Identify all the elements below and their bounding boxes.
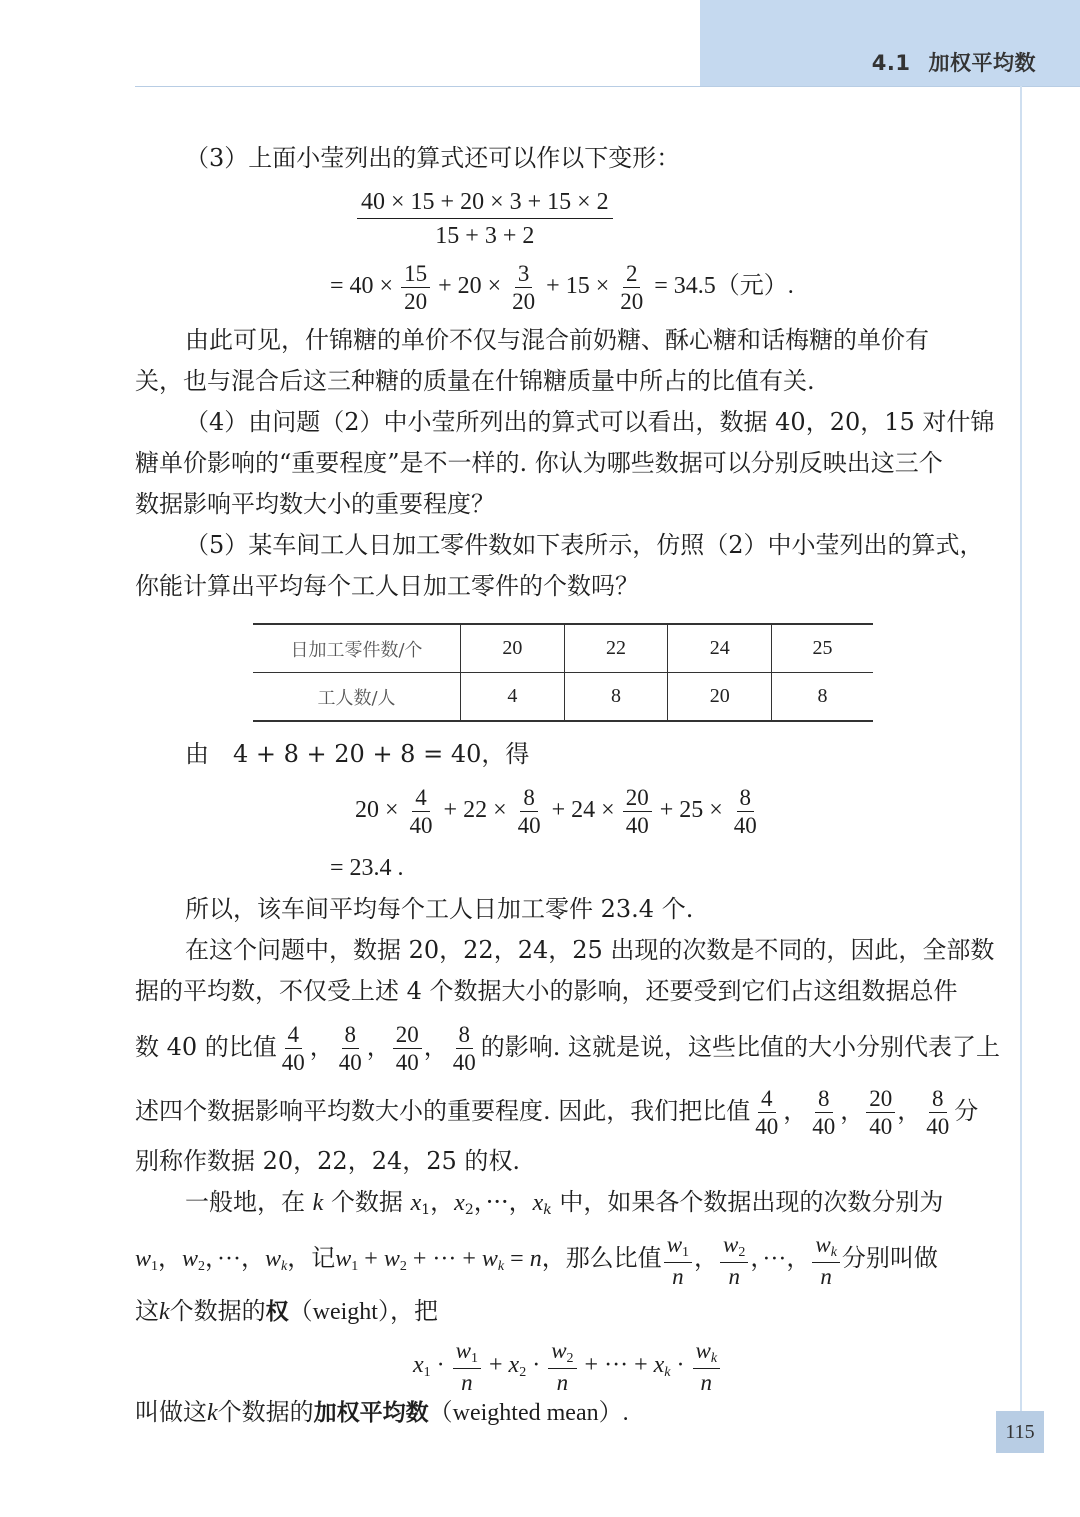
separator: ， <box>158 1246 183 1272</box>
fraction <box>664 1233 692 1288</box>
row-header: 日加工零件数/个 <box>253 624 461 673</box>
fraction-num: 3 <box>515 262 533 288</box>
var-n: n <box>556 1369 569 1395</box>
var-n: n <box>529 1246 542 1272</box>
separator: ， <box>423 1033 448 1061</box>
fraction <box>693 1339 721 1394</box>
fraction-den: 40 <box>812 1114 836 1139</box>
data-table <box>253 623 873 722</box>
fraction <box>407 786 436 837</box>
var-n: n <box>820 1263 832 1289</box>
fraction-num: 8 <box>520 786 538 812</box>
var-k: k <box>159 1299 170 1325</box>
var-x: x <box>653 1352 665 1378</box>
table-row <box>253 624 873 673</box>
text-run: （weight），把 <box>288 1299 438 1325</box>
subscript: 1 <box>151 1259 159 1274</box>
subscript: 2 <box>566 1350 574 1366</box>
text-run: 叫做这 <box>135 1398 207 1426</box>
operator: · <box>436 1352 445 1378</box>
separator: ， <box>750 1246 763 1272</box>
term-weight: 权 <box>265 1299 289 1325</box>
fraction-num: 2 <box>623 262 641 288</box>
table-row <box>253 673 873 722</box>
var-w: w <box>135 1246 152 1272</box>
text-run: 那么比值 <box>565 1246 662 1272</box>
text-run: 个数据 <box>330 1188 403 1216</box>
q4-line: 数据影响平均数大小的重要程度？ <box>135 490 495 518</box>
eq-result: = 34.5（元）. <box>654 273 794 300</box>
table-cell: 4 <box>461 673 565 722</box>
var-x: x <box>532 1190 544 1216</box>
table-cell: 22 <box>564 624 668 673</box>
subscript: 1 <box>423 1365 431 1380</box>
fraction <box>866 1087 895 1138</box>
section-title: 加权平均数 <box>928 51 1036 75</box>
fraction <box>617 262 646 313</box>
section-header <box>872 47 1036 77</box>
term-weighted-mean: 加权平均数 <box>313 1400 429 1426</box>
table-cell: 8 <box>772 673 873 722</box>
subscript: 2 <box>198 1259 206 1274</box>
var-n: n <box>700 1369 713 1395</box>
table-cell: 8 <box>564 673 668 722</box>
fraction <box>731 786 760 837</box>
separator: ， <box>786 1246 811 1272</box>
eq-term: + 22 × <box>443 797 507 824</box>
var-w: w <box>723 1231 739 1257</box>
fraction <box>752 1087 781 1138</box>
fraction-den: 40 <box>338 1050 362 1075</box>
var-x: x <box>413 1352 424 1378</box>
subscript: k <box>664 1365 671 1380</box>
separator: ， <box>694 1246 719 1272</box>
definition-line <box>135 1392 995 1433</box>
subscript: k <box>543 1202 552 1218</box>
subscript: 1 <box>351 1259 359 1274</box>
paragraph-line-ratios <box>135 1084 995 1138</box>
calc-line: 由 4 + 8 + 20 + 8 = 40，得 <box>185 740 530 768</box>
fraction-den: 40 <box>755 1114 779 1139</box>
q5-line: 你能计算出平均每个工人日加工零件的个数吗？ <box>135 572 639 600</box>
fraction <box>401 262 430 313</box>
ellipsis: ··· <box>604 1352 629 1378</box>
section-number: 4.1 <box>871 51 911 75</box>
fraction-den: 40 <box>409 813 433 838</box>
var-w: w <box>815 1231 831 1257</box>
var-w: w <box>666 1231 683 1257</box>
table-cell: 25 <box>772 624 873 673</box>
fraction-den: 40 <box>625 813 649 838</box>
separator: ， <box>309 1033 334 1061</box>
weighted-mean-formula <box>413 1338 1080 1400</box>
var-w: w <box>383 1246 400 1272</box>
definition-line <box>185 1182 995 1230</box>
operator: + <box>364 1246 378 1272</box>
separator: ， <box>508 1188 533 1216</box>
row-header: 工人数/人 <box>253 673 461 722</box>
text-run: 这 <box>135 1297 159 1325</box>
operator: + <box>634 1352 648 1378</box>
table-cell: 20 <box>461 624 565 673</box>
fraction-num: 8 <box>815 1087 833 1113</box>
text-run: 记 <box>311 1246 336 1272</box>
var-w: w <box>265 1246 282 1272</box>
text-run: 分别叫做 <box>841 1246 938 1272</box>
separator: ， <box>205 1246 218 1272</box>
eq-term: + 25 × <box>659 797 723 824</box>
subscript: 2 <box>399 1259 407 1274</box>
fraction-num: 8 <box>342 1023 360 1049</box>
text-run: 分 <box>954 1097 979 1125</box>
separator: ， <box>366 1033 391 1061</box>
separator: ， <box>241 1246 266 1272</box>
var-x: x <box>508 1352 520 1378</box>
subscript: k <box>281 1259 288 1274</box>
subscript: 2 <box>519 1365 527 1380</box>
fraction <box>720 1233 748 1288</box>
ellipsis: ··· <box>432 1246 457 1272</box>
operator: + <box>412 1246 427 1272</box>
separator: ， <box>840 1097 865 1125</box>
var-w: w <box>182 1246 199 1272</box>
fraction-num: 8 <box>929 1087 947 1113</box>
fraction <box>450 1023 479 1074</box>
fraction <box>279 1023 308 1074</box>
q5-line: （5）某车间工人日加工零件数如下表所示，仿照（2）中小莹列出的算式， <box>185 531 984 559</box>
var-w: w <box>695 1337 711 1363</box>
var-x: x <box>454 1190 465 1216</box>
operator: · <box>532 1352 541 1378</box>
fraction <box>393 1023 422 1074</box>
text-run: 数 40 的比值 <box>135 1033 277 1061</box>
text-run: 的影响. 这就是说，这些比值的大小分别代表了上 <box>480 1033 1001 1061</box>
eq-term: + 24 × <box>551 797 615 824</box>
q4-line: （4）由问题（2）中小莹所列出的算式可以看出，数据 40，20，15 对什锦 <box>185 408 995 436</box>
var-k: k <box>207 1400 218 1426</box>
operator: + <box>584 1352 599 1378</box>
fraction <box>812 1233 840 1288</box>
paragraph-line-ratios <box>135 1020 1001 1075</box>
subscript: 2 <box>464 1202 474 1218</box>
subscript: 2 <box>738 1244 746 1260</box>
calc-result: = 23.4 . <box>330 855 404 881</box>
subscript: 1 <box>471 1350 478 1366</box>
operator: + <box>489 1352 503 1378</box>
header-divider <box>135 86 1080 87</box>
operator: + <box>462 1246 476 1272</box>
separator: ， <box>430 1188 455 1216</box>
text-run: 述四个数据影响平均数大小的重要程度. 因此，我们把比值 <box>135 1097 751 1125</box>
separator: ， <box>541 1246 566 1272</box>
fraction-den: 40 <box>517 813 541 838</box>
fraction-num: 4 <box>758 1087 776 1113</box>
fraction <box>623 786 652 837</box>
paragraph-line: 关，也与混合后这三种糖的质量在什锦糖质量中所占的比值有关. <box>135 367 815 395</box>
eq-term: = 40 × <box>330 273 394 300</box>
fraction <box>809 1087 838 1138</box>
var-w: w <box>335 1246 352 1272</box>
paragraph-line: 据的平均数，不仅受上述 4 个数据大小的影响，还要受到它们占这组数据总件 <box>135 977 958 1005</box>
eq-term: + 20 × <box>438 273 502 300</box>
fraction-num: 20 <box>623 786 652 812</box>
ellipsis: ··· <box>217 1246 242 1272</box>
q3-intro: （3）上面小莹列出的算式还可以作以下变形： <box>185 144 681 172</box>
text-run: 个数据的 <box>169 1297 266 1325</box>
fraction-den: 40 <box>733 813 757 838</box>
fraction-num: 8 <box>737 786 755 812</box>
text-run: 个数据的 <box>217 1398 314 1426</box>
fraction-num: 20 <box>393 1023 422 1049</box>
operator: = <box>510 1246 524 1272</box>
text-run: 中，如果各个数据出现的次数分别为 <box>559 1188 944 1216</box>
separator: ， <box>783 1097 808 1125</box>
q3-equation <box>330 262 1080 313</box>
fraction-den: 40 <box>869 1114 893 1139</box>
subscript: k <box>830 1244 837 1260</box>
operator: · <box>676 1352 685 1378</box>
ellipsis: ··· <box>762 1246 787 1272</box>
fraction-den: 40 <box>281 1050 305 1075</box>
fraction <box>515 786 544 837</box>
calc-conclusion: 所以，该车间平均每个工人日加工零件 23.4 个. <box>185 895 694 923</box>
fraction-num: 4 <box>412 786 430 812</box>
fraction-den: 40 <box>395 1050 419 1075</box>
var-w: w <box>481 1246 498 1272</box>
text-run: （weighted mean）. <box>428 1400 629 1426</box>
subscript: 1 <box>682 1244 690 1260</box>
var-x: x <box>410 1190 422 1216</box>
var-n: n <box>728 1263 740 1289</box>
fraction-num: 15 <box>401 262 430 288</box>
table-cell: 24 <box>668 624 772 673</box>
fraction-num: 8 <box>456 1023 474 1049</box>
fraction-den: 20 <box>512 289 536 314</box>
fraction-den: 40 <box>452 1050 476 1075</box>
fraction-den: 20 <box>620 289 644 314</box>
fraction-num: 20 <box>866 1087 895 1113</box>
q3-fraction-denominator: 15 + 3 + 2 <box>435 223 535 249</box>
fraction <box>509 262 538 313</box>
fraction <box>453 1339 481 1394</box>
subscript: k <box>497 1259 505 1274</box>
var-n: n <box>461 1369 473 1395</box>
paragraph-line: 别称作数据 20，22，24，25 的权. <box>135 1147 521 1175</box>
separator: ， <box>473 1188 486 1216</box>
fraction-num: 4 <box>285 1023 303 1049</box>
fraction <box>548 1339 576 1394</box>
subscript: k <box>710 1350 718 1366</box>
text-run: 一般地，在 <box>185 1188 305 1216</box>
table-cell: 20 <box>668 673 772 722</box>
q4-line: 糖单价影响的“重要程度”是不一样的. 你认为哪些数据可以分别反映出这三个 <box>135 449 943 477</box>
fraction-den: 40 <box>926 1114 950 1139</box>
q3-fraction-numerator: 40 × 15 + 20 × 3 + 15 × 2 <box>357 190 613 219</box>
var-k: k <box>312 1190 324 1216</box>
var-n: n <box>672 1263 684 1289</box>
fraction-den: 20 <box>404 289 428 314</box>
separator: ， <box>897 1097 922 1125</box>
var-w: w <box>455 1337 471 1363</box>
eq-term: + 15 × <box>546 273 610 300</box>
q3-big-fraction <box>357 190 613 248</box>
separator: ， <box>287 1246 312 1272</box>
ellipsis: ··· <box>485 1188 509 1216</box>
var-w: w <box>551 1337 567 1363</box>
definition-line <box>135 1232 995 1294</box>
fraction <box>336 1023 365 1074</box>
page-number: 115 <box>996 1411 1044 1453</box>
subscript: 1 <box>421 1202 431 1218</box>
paragraph-line: 在这个问题中，数据 20，22，24，25 出现的次数是不同的，因此，全部数 <box>185 936 995 964</box>
paragraph-line: 由此可见，什锦糖的单价不仅与混合前奶糖、酥心糖和话梅糖的单价有 <box>185 326 929 354</box>
eq-term: 20 × <box>355 797 399 824</box>
fraction <box>923 1087 952 1138</box>
definition-line <box>135 1291 995 1332</box>
calc-expression <box>355 786 1080 837</box>
